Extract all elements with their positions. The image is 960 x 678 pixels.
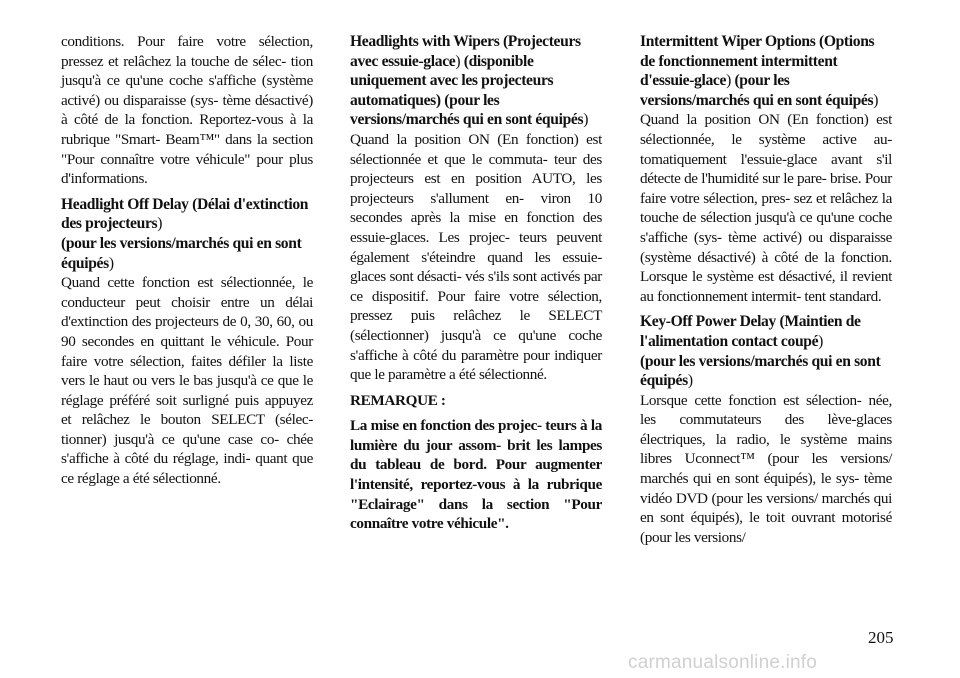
note-title: REMARQUE : xyxy=(350,391,446,409)
heading-paren: ) xyxy=(726,72,735,90)
heading-paren: ) xyxy=(818,332,824,350)
heading-equipped-note xyxy=(61,234,313,273)
heading-paren: ) xyxy=(455,52,464,70)
heading-paren: ) xyxy=(873,91,879,109)
heading-paren: ) xyxy=(157,215,163,233)
heading-text: Key-Off Power Delay (Maintien de l'alimentation contact coupé xyxy=(640,313,861,350)
heading-paren: ) xyxy=(687,372,693,390)
column-left xyxy=(61,32,313,495)
heading-text: Headlight Off Delay (Délai d'extinction des projecteurs xyxy=(61,195,309,233)
column-right xyxy=(640,32,892,553)
heading-text: Intermittent Wiper Options (Options de fonctionnement intermittent d'essuie-glace xyxy=(640,33,875,90)
page-number: 205 xyxy=(868,628,894,647)
paragraph-intermittent-wiper: Quand la position ON (En fonction) est sélectionnée, le système active au- tomatiquement l'essuie-glace avant s'il détecte de l'humidité sur le pare- brise. Pour faire votre sélection, pres- sez et relâchez la touche de sélection jusqu'à ce qu'une coche s'affiche (sys- tème activé) ou disparaisse (système désactivé) à côté de la fonction. Lorsque le système est désactivé, il revient au fonctionnement intermit- tent standard. xyxy=(640,111,892,305)
watermark: carmanualsonline.info xyxy=(628,652,818,673)
heading-text: Headlights with Wipers (Projecteurs avec essuie-glace xyxy=(350,33,581,70)
heading-key-off-power-delay xyxy=(640,312,892,351)
heading-text: (pour les versions/marchés qui en sont équipés xyxy=(640,352,881,390)
paragraph-headlight-off-delay: Quand cette fonction est sélectionnée, le conducteur peut choisir entre un délai d'extinction des projecteurs de 0, 30, 60, ou 90 secondes en quittant le véhicule. Pour faire votre sélection, faites défiler la liste vers le haut ou vers le bas jusqu'à ce que le réglage préféré soit surligné puis appuyez et relâchez le bouton SELECT (sélec- tionner) jusqu'à ce qu'une case co- chée s'affiche à côté du réglage, indi- quant que ce réglage a été sélectionné. xyxy=(61,274,313,488)
heading-text: (pour les versions/marchés qui en sont équipés xyxy=(640,72,874,109)
heading-headlights-with-wipers xyxy=(350,32,602,130)
heading-equipped-note xyxy=(640,352,892,391)
heading-paren: ) xyxy=(583,111,589,129)
heading-intermittent-wiper xyxy=(640,32,892,110)
heading-paren: ) xyxy=(108,254,114,272)
paragraph-smartbeam-continuation: conditions. Pour faire votre sélection, pressez et relâchez la touche de sélec- tion jusqu'à ce qu'une coche s'affiche (système activé) ou disparaisse (sys- tème désactivé) à côté de la fonction. Reportez-vous à la rubrique "Smart- Beam™" dans la section "Pour connaître votre véhicule" pour plus d'informations. xyxy=(61,33,313,188)
column-middle xyxy=(350,32,602,534)
heading-headlight-off-delay xyxy=(61,195,313,234)
heading-text: (pour les versions/marchés qui en sont équipés xyxy=(61,234,302,272)
paragraph-headlights-with-wipers: Quand la position ON (En fonction) est sélectionnée et que le commuta- teur des projecteurs est en position AUTO, les projecteurs s'allument en- viron 10 secondes après la mise en fonction des essuie-glaces. Les projec- teurs peuvent également s'éteindre quand les essuie-glaces sont désacti- vés s'ils sont activés par ce dispositif. Pour faire votre sélection, pressez puis relâchez le SELECT (sélectionner) jusqu'à ce qu'une coche s'affiche à côté du paramètre pour indiquer que le paramètre a été sélectionné. xyxy=(350,130,602,384)
paragraph-key-off-power-delay: Lorsque cette fonction est sélection- née, les commutateurs des lève-glaces électriques, la radio, le système mains libres Uconnect™ (pour les versions/ marchés qui en sont équipés), le sys- tème vidéo DVD (pour les versions/ marchés qui en sont équipés), le toit ouvrant motorisé (pour les versions/ xyxy=(640,391,892,546)
heading-text: (disponible uniquement avec les projecteurs automatiques) (pour les versions/marchés qui en sont équipés xyxy=(350,52,584,129)
note-body: La mise en fonction des projec- teurs à la lumière du jour assom- brit les lampes du tableau de bord. Pour augmenter l'intensité, reportez-vous à la rubrique "Eclairage" dans la section "Pour connaître votre véhicule". xyxy=(350,417,602,533)
